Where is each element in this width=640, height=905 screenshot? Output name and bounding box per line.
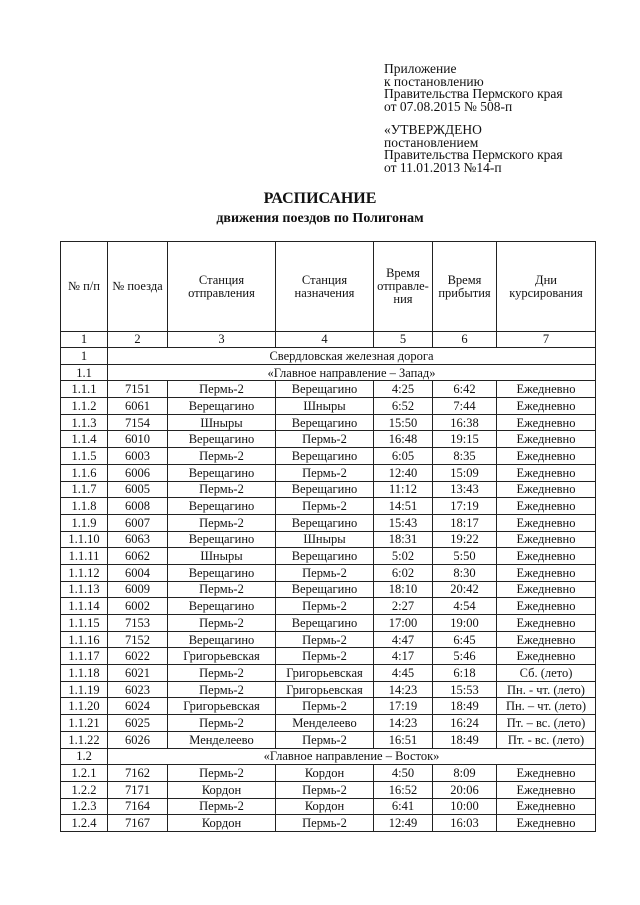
departure-station: Менделеево xyxy=(168,731,276,748)
departure-station: Пермь-2 xyxy=(168,681,276,698)
row-number: 1.2.4 xyxy=(61,815,108,832)
departure-time: 14:51 xyxy=(374,498,433,515)
operating-days: Ежедневно xyxy=(497,781,596,798)
row-number: 1.1.20 xyxy=(61,698,108,715)
operating-days: Ежедневно xyxy=(497,581,596,598)
arrival-station: Верещагино xyxy=(276,615,374,632)
row-number: 1.1.15 xyxy=(61,615,108,632)
train-number: 6061 xyxy=(108,398,168,415)
arrival-station: Пермь-2 xyxy=(276,731,374,748)
column-number: 3 xyxy=(168,332,276,348)
row-number: 1.1.1 xyxy=(61,381,108,398)
section-number: 1 xyxy=(61,348,108,365)
arrival-time: 6:42 xyxy=(433,381,497,398)
arrival-station: Пермь-2 xyxy=(276,781,374,798)
departure-station: Пермь-2 xyxy=(168,615,276,632)
train-number: 6005 xyxy=(108,481,168,498)
operating-days: Ежедневно xyxy=(497,481,596,498)
departure-time: 18:10 xyxy=(374,581,433,598)
approved-line: от 11.01.2013 №14-п xyxy=(384,159,502,175)
arrival-time: 8:09 xyxy=(433,765,497,782)
departure-time: 5:02 xyxy=(374,548,433,565)
group-row xyxy=(61,364,596,381)
departure-station: Верещагино xyxy=(168,631,276,648)
train-number: 7152 xyxy=(108,631,168,648)
arrival-station: Пермь-2 xyxy=(276,598,374,615)
arrival-time: 5:46 xyxy=(433,648,497,665)
operating-days: Ежедневно xyxy=(497,615,596,632)
departure-station: Кордон xyxy=(168,781,276,798)
arrival-station: Пермь-2 xyxy=(276,498,374,515)
departure-time: 16:52 xyxy=(374,781,433,798)
arrival-station: Пермь-2 xyxy=(276,815,374,832)
page-subtitle: движения поездов по Полигонам xyxy=(216,211,424,226)
operating-days: Ежедневно xyxy=(497,648,596,665)
departure-time: 15:50 xyxy=(374,414,433,431)
train-number: 7151 xyxy=(108,381,168,398)
operating-days: Ежедневно xyxy=(497,448,596,465)
column-number: 1 xyxy=(61,332,108,348)
table-row xyxy=(61,631,596,648)
departure-station: Верещагино xyxy=(168,431,276,448)
train-number: 6025 xyxy=(108,715,168,732)
departure-station: Пермь-2 xyxy=(168,448,276,465)
approved-line: Правительства Пермского края xyxy=(384,147,563,162)
row-number: 1.1.7 xyxy=(61,481,108,498)
train-number: 6026 xyxy=(108,731,168,748)
row-number: 1.1.16 xyxy=(61,631,108,648)
departure-station: Верещагино xyxy=(168,531,276,548)
column-number: 2 xyxy=(108,332,168,348)
arrival-time: 15:09 xyxy=(433,464,497,481)
header-cell: Станция назначения xyxy=(276,242,374,332)
table-row xyxy=(61,598,596,615)
departure-station: Пермь-2 xyxy=(168,798,276,815)
row-number: 1.1.4 xyxy=(61,431,108,448)
arrival-time: 20:42 xyxy=(433,581,497,598)
row-number: 1.1.22 xyxy=(61,731,108,748)
departure-station: Кордон xyxy=(168,815,276,832)
table-row xyxy=(61,448,596,465)
arrival-station: Кордон xyxy=(276,798,374,815)
train-number: 7153 xyxy=(108,615,168,632)
departure-time: 14:23 xyxy=(374,715,433,732)
operating-days: Пт. - вс. (лето) xyxy=(497,731,596,748)
header-cell: Станция отправления xyxy=(168,242,276,332)
operating-days: Пн. – чт. (лето) xyxy=(497,698,596,715)
departure-station: Пермь-2 xyxy=(168,481,276,498)
row-number: 1.1.13 xyxy=(61,581,108,598)
table-row xyxy=(61,781,596,798)
table-row xyxy=(61,765,596,782)
departure-time: 6:05 xyxy=(374,448,433,465)
operating-days: Сб. (лето) xyxy=(497,665,596,682)
arrival-station: Пермь-2 xyxy=(276,648,374,665)
arrival-station: Пермь-2 xyxy=(276,431,374,448)
arrival-time: 19:15 xyxy=(433,431,497,448)
section-label: Свердловская железная дорога xyxy=(108,348,596,365)
operating-days: Ежедневно xyxy=(497,765,596,782)
departure-station: Верещагино xyxy=(168,564,276,581)
header-cell: Дни курсирования xyxy=(497,242,596,332)
approved-line: «УТВЕРЖДЕНО xyxy=(384,122,482,137)
arrival-time: 15:53 xyxy=(433,681,497,698)
approved-line: постановлением xyxy=(384,134,479,150)
row-number: 1.1.5 xyxy=(61,448,108,465)
departure-station: Шныры xyxy=(168,414,276,431)
operating-days: Ежедневно xyxy=(497,514,596,531)
operating-days: Ежедневно xyxy=(497,398,596,415)
train-number: 7167 xyxy=(108,815,168,832)
row-number: 1.1.2 xyxy=(61,398,108,415)
row-number: 1.1.3 xyxy=(61,414,108,431)
row-number: 1.1.9 xyxy=(61,514,108,531)
arrival-time: 4:54 xyxy=(433,598,497,615)
departure-time: 2:27 xyxy=(374,598,433,615)
table-row xyxy=(61,548,596,565)
column-number: 7 xyxy=(497,332,596,348)
table-row xyxy=(61,431,596,448)
train-number: 6002 xyxy=(108,598,168,615)
train-number: 6021 xyxy=(108,665,168,682)
arrival-station: Верещагино xyxy=(276,448,374,465)
arrival-time: 20:06 xyxy=(433,781,497,798)
table-row xyxy=(61,665,596,682)
operating-days: Ежедневно xyxy=(497,414,596,431)
arrival-station: Григорьевская xyxy=(276,665,374,682)
train-number: 6004 xyxy=(108,564,168,581)
table-row xyxy=(61,531,596,548)
group-label: «Главное направление – Запад» xyxy=(108,364,596,381)
table-row xyxy=(61,798,596,815)
arrival-time: 8:35 xyxy=(433,448,497,465)
departure-time: 4:17 xyxy=(374,648,433,665)
arrival-station: Менделеево xyxy=(276,715,374,732)
departure-station: Пермь-2 xyxy=(168,665,276,682)
arrival-station: Верещагино xyxy=(276,381,374,398)
row-number: 1.1.6 xyxy=(61,464,108,481)
table-row xyxy=(61,464,596,481)
arrival-time: 19:00 xyxy=(433,615,497,632)
appendix-line: от 07.08.2015 № 508-п xyxy=(384,98,513,114)
arrival-station: Верещагино xyxy=(276,581,374,598)
arrival-time: 8:30 xyxy=(433,564,497,581)
arrival-time: 6:18 xyxy=(433,665,497,682)
row-number: 1.1.18 xyxy=(61,665,108,682)
arrival-time: 13:43 xyxy=(433,481,497,498)
arrival-station: Верещагино xyxy=(276,481,374,498)
arrival-station: Кордон xyxy=(276,765,374,782)
operating-days: Ежедневно xyxy=(497,598,596,615)
arrival-station: Пермь-2 xyxy=(276,464,374,481)
table-row xyxy=(61,514,596,531)
departure-time: 4:25 xyxy=(374,381,433,398)
row-number: 1.1.14 xyxy=(61,598,108,615)
row-number: 1.2.3 xyxy=(61,798,108,815)
departure-station: Григорьевская xyxy=(168,648,276,665)
departure-time: 18:31 xyxy=(374,531,433,548)
departure-station: Верещагино xyxy=(168,464,276,481)
train-number: 6003 xyxy=(108,448,168,465)
appendix-note xyxy=(384,63,563,113)
table-row xyxy=(61,498,596,515)
train-number: 6006 xyxy=(108,464,168,481)
row-number: 1.2.2 xyxy=(61,781,108,798)
arrival-time: 6:45 xyxy=(433,631,497,648)
table-row xyxy=(61,414,596,431)
arrival-station: Пермь-2 xyxy=(276,631,374,648)
departure-station: Пермь-2 xyxy=(168,514,276,531)
table-row xyxy=(61,398,596,415)
departure-time: 17:00 xyxy=(374,615,433,632)
departure-station: Пермь-2 xyxy=(168,715,276,732)
train-number: 6008 xyxy=(108,498,168,515)
arrival-time: 18:17 xyxy=(433,514,497,531)
departure-time: 12:40 xyxy=(374,464,433,481)
row-number: 1.1.12 xyxy=(61,564,108,581)
departure-time: 14:23 xyxy=(374,681,433,698)
operating-days: Ежедневно xyxy=(497,531,596,548)
header-cell: Время отправле-ния xyxy=(374,242,433,332)
row-number: 1.1.19 xyxy=(61,681,108,698)
train-number: 7164 xyxy=(108,798,168,815)
table-row xyxy=(61,815,596,832)
column-number: 6 xyxy=(433,332,497,348)
arrival-time: 10:00 xyxy=(433,798,497,815)
arrival-time: 5:50 xyxy=(433,548,497,565)
operating-days: Ежедневно xyxy=(497,631,596,648)
header-cell: № п/п xyxy=(61,242,108,332)
group-row xyxy=(61,748,596,765)
group-number: 1.1 xyxy=(61,364,108,381)
arrival-station: Григорьевская xyxy=(276,681,374,698)
group-label: «Главное направление – Восток» xyxy=(108,748,596,765)
departure-time: 4:45 xyxy=(374,665,433,682)
header-cell: № поезда xyxy=(108,242,168,332)
operating-days: Пн. - чт. (лето) xyxy=(497,681,596,698)
row-number: 1.2.1 xyxy=(61,765,108,782)
row-number: 1.1.11 xyxy=(61,548,108,565)
departure-station: Пермь-2 xyxy=(168,581,276,598)
arrival-time: 17:19 xyxy=(433,498,497,515)
arrival-station: Шныры xyxy=(276,531,374,548)
train-number: 7162 xyxy=(108,765,168,782)
arrival-station: Шныры xyxy=(276,398,374,415)
departure-station: Шныры xyxy=(168,548,276,565)
train-number: 6062 xyxy=(108,548,168,565)
section-row xyxy=(61,348,596,365)
departure-station: Пермь-2 xyxy=(168,765,276,782)
operating-days: Ежедневно xyxy=(497,798,596,815)
departure-time: 6:41 xyxy=(374,798,433,815)
departure-station: Пермь-2 xyxy=(168,381,276,398)
departure-station: Верещагино xyxy=(168,398,276,415)
page-title: РАСПИСАНИЕ xyxy=(263,190,377,207)
arrival-time: 7:44 xyxy=(433,398,497,415)
operating-days: Пт. – вс. (лето) xyxy=(497,715,596,732)
departure-station: Верещагино xyxy=(168,598,276,615)
row-number: 1.1.21 xyxy=(61,715,108,732)
arrival-station: Пермь-2 xyxy=(276,564,374,581)
train-number: 6009 xyxy=(108,581,168,598)
train-number: 7154 xyxy=(108,414,168,431)
arrival-time: 18:49 xyxy=(433,731,497,748)
train-number: 6063 xyxy=(108,531,168,548)
row-number: 1.1.10 xyxy=(61,531,108,548)
table-row xyxy=(61,381,596,398)
column-number: 4 xyxy=(276,332,374,348)
group-number: 1.2 xyxy=(61,748,108,765)
train-number: 6023 xyxy=(108,681,168,698)
operating-days: Ежедневно xyxy=(497,464,596,481)
appendix-line: Правительства Пермского края xyxy=(384,86,563,101)
approved-note xyxy=(384,124,563,174)
arrival-station: Верещагино xyxy=(276,548,374,565)
departure-time: 6:02 xyxy=(374,564,433,581)
departure-station: Верещагино xyxy=(168,498,276,515)
column-number-row xyxy=(61,332,596,348)
operating-days: Ежедневно xyxy=(497,815,596,832)
departure-time: 12:49 xyxy=(374,815,433,832)
column-number: 5 xyxy=(374,332,433,348)
table-row xyxy=(61,564,596,581)
departure-time: 11:12 xyxy=(374,481,433,498)
arrival-time: 16:38 xyxy=(433,414,497,431)
arrival-time: 18:49 xyxy=(433,698,497,715)
operating-days: Ежедневно xyxy=(497,498,596,515)
train-number: 6022 xyxy=(108,648,168,665)
table-row xyxy=(61,481,596,498)
departure-time: 16:51 xyxy=(374,731,433,748)
departure-time: 17:19 xyxy=(374,698,433,715)
appendix-line: Приложение xyxy=(384,61,457,76)
appendix-line: к постановлению xyxy=(384,73,484,89)
train-number: 6010 xyxy=(108,431,168,448)
train-number: 6007 xyxy=(108,514,168,531)
header-row xyxy=(61,242,596,332)
table-row xyxy=(61,648,596,665)
operating-days: Ежедневно xyxy=(497,564,596,581)
departure-station: Григорьевская xyxy=(168,698,276,715)
arrival-station: Пермь-2 xyxy=(276,698,374,715)
row-number: 1.1.8 xyxy=(61,498,108,515)
arrival-time: 16:24 xyxy=(433,715,497,732)
table-row xyxy=(61,731,596,748)
table-row xyxy=(61,681,596,698)
table-row xyxy=(61,581,596,598)
table-row xyxy=(61,615,596,632)
operating-days: Ежедневно xyxy=(497,381,596,398)
table-row xyxy=(61,698,596,715)
operating-days: Ежедневно xyxy=(497,548,596,565)
departure-time: 4:47 xyxy=(374,631,433,648)
row-number: 1.1.17 xyxy=(61,648,108,665)
departure-time: 6:52 xyxy=(374,398,433,415)
train-number: 6024 xyxy=(108,698,168,715)
departure-time: 15:43 xyxy=(374,514,433,531)
train-number: 7171 xyxy=(108,781,168,798)
header-cell: Время прибытия xyxy=(433,242,497,332)
arrival-time: 19:22 xyxy=(433,531,497,548)
arrival-station: Верещагино xyxy=(276,514,374,531)
operating-days: Ежедневно xyxy=(497,431,596,448)
departure-time: 16:48 xyxy=(374,431,433,448)
schedule-table xyxy=(60,241,596,832)
arrival-time: 16:03 xyxy=(433,815,497,832)
departure-time: 4:50 xyxy=(374,765,433,782)
arrival-station: Верещагино xyxy=(276,414,374,431)
table-row xyxy=(61,715,596,732)
